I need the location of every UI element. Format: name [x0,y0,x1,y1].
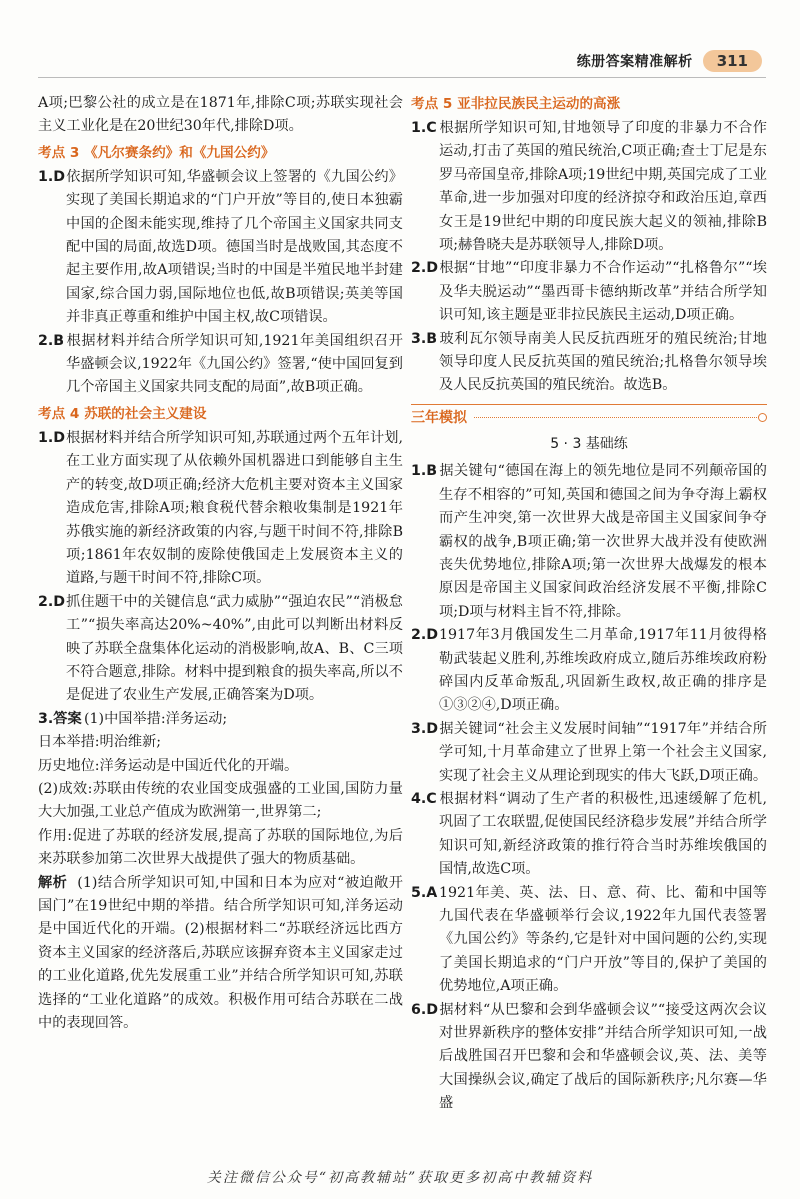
answer-text: 抓住题干中的关键信息“武力威胁”“强迫农民”“消极怠工”“损失率高达20%~40%”,由此可以判断出材料反映了苏联全盘集体化运动的消极影响,故A、B、C三项不符合题意,排除。材料中提到粮食的损失率高,所以不是促进了农业生产发展,正确答案为D项。 [66,593,403,704]
answer-item [411,788,767,882]
answer-item [38,427,403,591]
answer-number: 4.C [411,790,437,807]
analysis-paragraph [38,872,403,1036]
section-heading-4: 考点 4 苏联的社会主义建设 [38,405,207,422]
answer-item [411,117,767,257]
answer-text: 根据材料并结合所学知识可知,苏联通过两个五年计划,在工业方面实现了从依赖外国机器进口到能够自主生产的转变,故D项正确;经济大危机主要对资本主义国家造成危害,排除A项;粮食税代替余粮收集制是1921年苏俄实施的新经济政策的内容,与题干时间不符,排除B项;1861年农奴制的废除使俄国走上发展资本主义的道路,与题干时间不符,排除C项。 [66,429,403,587]
answer-item [411,882,767,999]
answer-text: 根据材料并结合所学知识可知,1921年美国组织召开华盛顿会议,1922年《九国公约》签署,“使中国回复到几个帝国主义国家共同支配的局面”,故B项正确。 [66,332,403,396]
header-divider [38,77,766,78]
answer-number: 1.C [411,120,437,136]
answer-text: 根据“甘地”“印度非暴力不合作运动”“扎格鲁尔”“埃及华夫脱运动”“墨西哥卡德纳斯改革”并结合所学知识可知,该主题是亚非拉民族民主运动,D项正确。 [439,260,767,324]
answer-item [411,624,767,718]
answer-line: 历史地位:洋务运动是中国近代化的开端。 [38,757,299,774]
answer-number: 1.D [38,429,66,446]
band-label: 三年模拟 [411,407,473,430]
answer-text: 根据所学知识可知,甘地领导了印度的非暴力不合作运动,打击了英国的殖民统治,C项正确;查士丁尼是东罗马帝国皇帝,排除A项;19世纪中期,英国完成了工业革命,进一步加强对印度的经济掠夺和政治压迫,章西女王是19世纪中期的印度民族大起义的领袖,排除B项;赫鲁晓夫是苏联领导人,排除D项。 [439,120,767,254]
page-header [577,48,762,74]
answer-number: 5.A [411,884,438,901]
section-heading-5: 考点 5 亚非拉民族民主运动的高涨 [411,96,621,112]
answer-text: 1921年美、英、法、日、意、荷、比、葡和中国等九国代表在华盛顿举行会议,1922年九国代表签署《九国公约》等条约,它是针对中国问题的公约,实现了美国长期追求的“门户开放”等目的,保护了美国的优势地位,A项正确。 [439,884,767,995]
right-column [411,92,767,1116]
answer-text: 1917年3月俄国发生二月革命,1917年11月彼得格勒武装起义胜利,苏维埃政府成立,随后苏维埃政府粉碎国内反革命叛乱,巩固新生政权,故正确的排序是①③②④,D项正确。 [439,627,767,714]
page-number: 311 [703,50,762,72]
answer-number: 3.答案 [38,710,82,727]
section-heading-3: 考点 3 《凡尔赛条约》和《九国公约》 [38,144,275,161]
answer-line: 日本举措:明治维新; [38,734,162,751]
answer-number: 1.D [38,168,66,185]
answer-number: 2.B [38,332,65,349]
left-column [38,92,403,1035]
answer-item [38,166,403,330]
answer-line: (2)成效:苏联由传统的农业国变成强盛的工业国,国防力量大大加强,工业总产值成为欧洲第一,世界第二; [38,780,403,821]
answer-item [411,718,767,788]
answer-number: 3.B [411,330,438,347]
answer-text: 据材料“从巴黎和会到华盛顿会议”“接受这两次会议对世界新秩序的整体安排”并结合所学知识可知,一战后战胜国召开巴黎和会和华盛顿会议,英、法、美等大国操纵会议,确定了战后的国际新秩序;凡尔赛—华盛 [439,1001,767,1112]
answer-number: 2.D [38,593,66,610]
answer-number: 2.D [411,627,439,644]
header-title: 练册答案精准解析 [576,54,693,70]
answer-item [38,330,403,400]
answer-line: (1)中国举措:洋务运动; [84,710,228,727]
answer-text: 玻利瓦尔领导南美人民反抗西班牙的殖民统治;甘地领导印度人民反抗英国的殖民统治;扎格鲁尔领导埃及人民反抗英国的殖民统治。故选B。 [439,330,767,394]
answer-line: 作用:促进了苏联的经济发展,提高了苏联的国际地位,为后来苏联参加第二次世界大战提供了强大的物质基础。 [38,827,403,868]
analysis-label: 解析 [38,874,68,891]
answer-text: 据关键句“德国在海上的领先地位是同不列颠帝国的生存不相容的”可知,英国和德国之间为争夺海上霸权而产生冲突,第一次世界大战是帝国主义国家间争夺霸权的战争,B项正确;第一次世界大战并没有使欧洲丧失优势地位,排除A项;第一次世界大战爆发的根本原因是帝国主义国家间政治经济发展不平衡,排除C项;D项与材料主旨不符,排除。 [439,463,767,620]
answer-item [411,460,767,624]
answer-item [38,708,403,731]
subsection-title: 5 · 3 基础练 [550,435,628,452]
answer-text: 依据所学知识可知,华盛顿会议上签署的《九国公约》实现了美国长期追求的“门户开放”等目的,使日本独霸中国的企图未能实现,维持了几个帝国主义国家共同支配中国的局面,故选D项。德国当时是战败国,其态度不起主要作用,故A项错误;当时的中国是半殖民地半封建国家,综合国力弱,国际地位也低,故B项错误;英美等国并非真正尊重和维护中国主权,故C项错误。 [66,168,403,326]
answer-text: 根据材料“调动了生产者的积极性,迅速缓解了危机,巩固了工农联盟,促使国民经济稳步发展”并结合所学知识可知,新经济政策的推行符合当时苏维埃俄国的国情,故选C项。 [439,790,767,878]
answer-item [411,999,767,1116]
answer-number: 6.D [411,1001,439,1018]
section-band [411,404,767,431]
answer-item [411,257,767,327]
intro-text: A项;巴黎公社的成立是在1871年,排除C项;苏联实现社会主义工业化是在20世纪30年代,排除D项。 [38,95,403,135]
footer-watermark: 关注微信公众号“初高教辅站”获取更多初高中教辅资料 [206,1170,594,1186]
answer-number: 1.B [411,463,438,480]
analysis-text: (1)结合所学知识可知,中国和日本为应对“被迫敞开国门”在19世纪中期的举措。结合所学知识可知,洋务运动是中国近代化的开端。(2)根据材料二“苏联经济远比西方资本主义国家的经济落后,苏联应该摒弃资本主义国家走过的工业化道路,优先发展重工业”并结合所学知识可知,苏联选择的“工业化道路”的成效。积极作用可结合苏联在二战中的表现回答。 [38,874,403,1032]
answer-number: 3.D [411,720,439,737]
answer-item [38,591,403,708]
answer-number: 2.D [411,260,439,277]
answer-item [411,328,767,398]
answer-text: 据关键词“社会主义发展时间轴”“1917年”并结合所学可知,十月革命建立了世界上第一个社会主义国家,实现了社会主义从理论到现实的伟大飞跃,D项正确。 [439,720,768,784]
band-circle-icon [758,413,767,422]
